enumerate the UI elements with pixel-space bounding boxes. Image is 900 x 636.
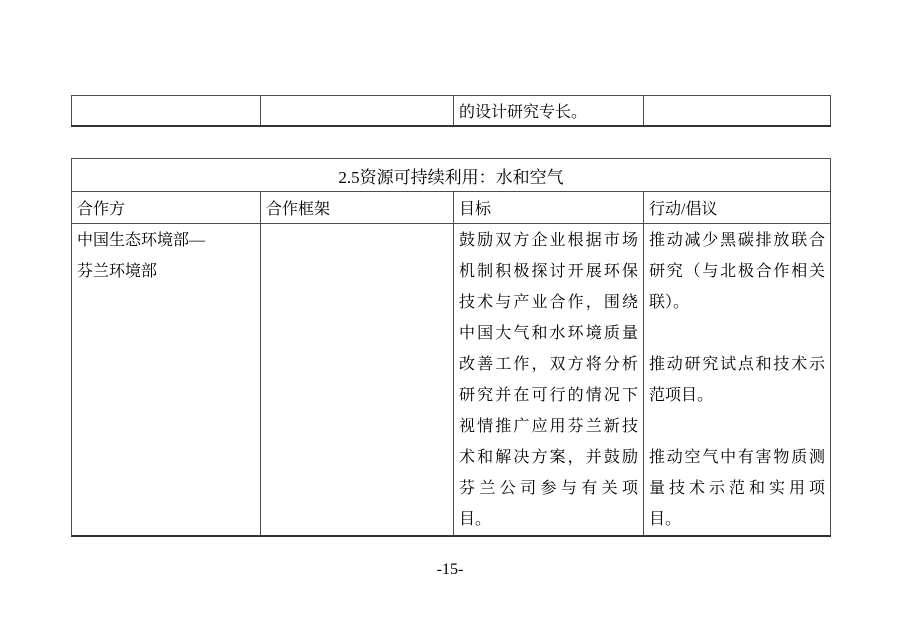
goal-line: 芬兰公司参与有关项 bbox=[459, 480, 638, 497]
column-header-partner: 合作方 bbox=[72, 192, 261, 224]
goal-line: 研究并在可行的情况下 bbox=[459, 387, 638, 404]
action-paragraph bbox=[649, 442, 825, 535]
goal-line: 机制积极探讨开展环保 bbox=[459, 263, 638, 280]
action-line: 研究（与北极合作相关 bbox=[649, 263, 825, 280]
partner-line: 芬兰环境部 bbox=[77, 263, 158, 280]
goal-line: 鼓励双方企业根据市场 bbox=[459, 232, 638, 249]
cell-framework bbox=[261, 224, 454, 537]
carryover-cell-framework bbox=[261, 96, 454, 126]
table-row bbox=[72, 224, 831, 537]
goal-line: 术和解决方案，并鼓励 bbox=[459, 449, 638, 466]
cell-partner bbox=[72, 224, 261, 537]
section-title: 2.5资源可持续利用：水和空气 bbox=[72, 159, 831, 192]
column-header-framework: 合作框架 bbox=[261, 192, 454, 224]
action-line: 联）。 bbox=[649, 294, 690, 311]
table-header-row bbox=[72, 192, 831, 224]
action-line: 范项目。 bbox=[649, 387, 714, 404]
action-line: 推动减少黑碳排放联合 bbox=[649, 232, 825, 249]
carryover-cell-partner bbox=[72, 96, 261, 126]
section-table bbox=[71, 158, 831, 537]
cell-goal bbox=[454, 224, 644, 537]
action-line: 推动空气中有害物质测 bbox=[649, 449, 825, 466]
action-line: 量技术示范和实用项 bbox=[649, 480, 825, 497]
goal-line: 技术与产业合作，围绕 bbox=[459, 294, 638, 311]
carryover-cell-actions bbox=[644, 96, 831, 126]
page-number: -15- bbox=[436, 561, 464, 578]
goal-line: 视情推广应用芬兰新技 bbox=[459, 418, 638, 435]
action-line: 目。 bbox=[649, 511, 682, 528]
partner-line: 中国生态环境部— bbox=[77, 232, 206, 249]
goal-line: 改善工作，双方将分析 bbox=[459, 356, 638, 373]
carryover-cell-goal: 的设计研究专长。 bbox=[454, 96, 644, 126]
action-line: 推动研究试点和技术示 bbox=[649, 356, 825, 373]
action-paragraph bbox=[649, 225, 825, 318]
action-paragraph bbox=[649, 349, 825, 411]
table-row bbox=[72, 96, 831, 126]
carryover-table bbox=[71, 95, 831, 127]
section-title-row bbox=[72, 159, 831, 192]
column-header-goal: 目标 bbox=[454, 192, 644, 224]
goal-line: 目。 bbox=[459, 511, 492, 528]
goal-line: 中国大气和水环境质量 bbox=[459, 325, 638, 342]
cell-actions bbox=[644, 224, 831, 537]
column-header-actions: 行动/倡议 bbox=[644, 192, 831, 224]
